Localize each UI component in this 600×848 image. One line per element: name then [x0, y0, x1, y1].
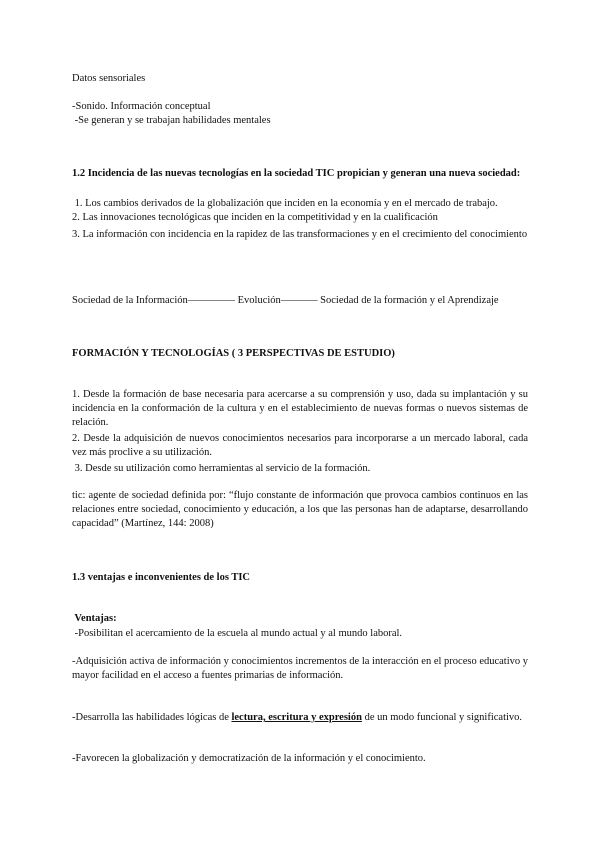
- ventaja-4: -Favorecen la globalización y democratización de la información y el conocimiento.: [72, 753, 426, 764]
- ventaja-2: -Adquisición activa de información y conocimientos incrementos de la interacción en el proceso educativo y mayor facilidad en el acceso a fuentes primarias de información.: [72, 656, 529, 681]
- sensory-line-sound: -Sonido. Información conceptual: [72, 101, 211, 112]
- sensory-line-skills: -Se generan y se trabajan habilidades mentales: [72, 115, 271, 126]
- sensory-data-title: Datos sensoriales: [72, 73, 146, 84]
- heading-1-3: 1.3 ventajas e inconvenientes de los TIC: [72, 572, 251, 583]
- ventaja-3-text-before: -Desarrolla las habilidades lógicas de: [72, 712, 232, 723]
- formacion-item-1: 1. Desde la formación de base necesaria para acercarse a su comprensión y uso, dada su implantación y su incidencia en la conformación de la cultura y en el establecimiento de nuevas formas o nuevos sistemas de relación.: [72, 389, 528, 428]
- ventaja-3: [72, 711, 528, 725]
- formacion-item-3: 3. Desde su utilización como herramientas al servicio de la formación.: [72, 463, 371, 474]
- item-1-2-1: 1. Los cambios derivados de la globalización que inciden en la economía y en el mercado de trabajo.: [72, 198, 498, 209]
- item-1-2-2: 2. Las innovaciones tecnológicas que inciden en la competitividad y en la cualificación: [72, 212, 438, 223]
- ventaja-3-emphasis: lectura, escritura y expresión: [231, 712, 362, 723]
- ventajas-label: Ventajas:: [72, 613, 117, 624]
- ventaja-3-text-after: de un modo funcional y significativo.: [361, 712, 523, 723]
- heading-formacion: FORMACIÓN Y TECNOLOGÍAS ( 3 PERSPECTIVAS DE ESTUDIO): [72, 348, 395, 359]
- ventaja-1: -Posibilitan el acercamiento de la escuela al mundo actual y al mundo laboral.: [72, 628, 403, 639]
- formacion-item-2: 2. Desde la adquisición de nuevos conocimientos necesarios para incorporarse a un mercado laboral, cada vez más proclive a su utilización.: [72, 433, 528, 458]
- evolution-line: Sociedad de la Información––––––––– Evolución––––––– Sociedad de la formación y el Aprendizaje: [72, 295, 499, 306]
- tic-definition: tic: agente de sociedad definida por: “flujo constante de información que provoca cambios continuos en las relaciones entre sociedad, conocimiento y educación, a los que las personas han de adaptarse, desarrollando capacidad” (Martínez, 144: 2008): [72, 490, 528, 529]
- item-1-2-3: 3. La información con incidencia en la rapidez de las transformaciones y en el crecimiento del conocimiento: [72, 229, 528, 240]
- heading-1-2: 1.2 Incidencia de las nuevas tecnologías en la sociedad TIC propician y generan una nueva sociedad:: [72, 168, 521, 179]
